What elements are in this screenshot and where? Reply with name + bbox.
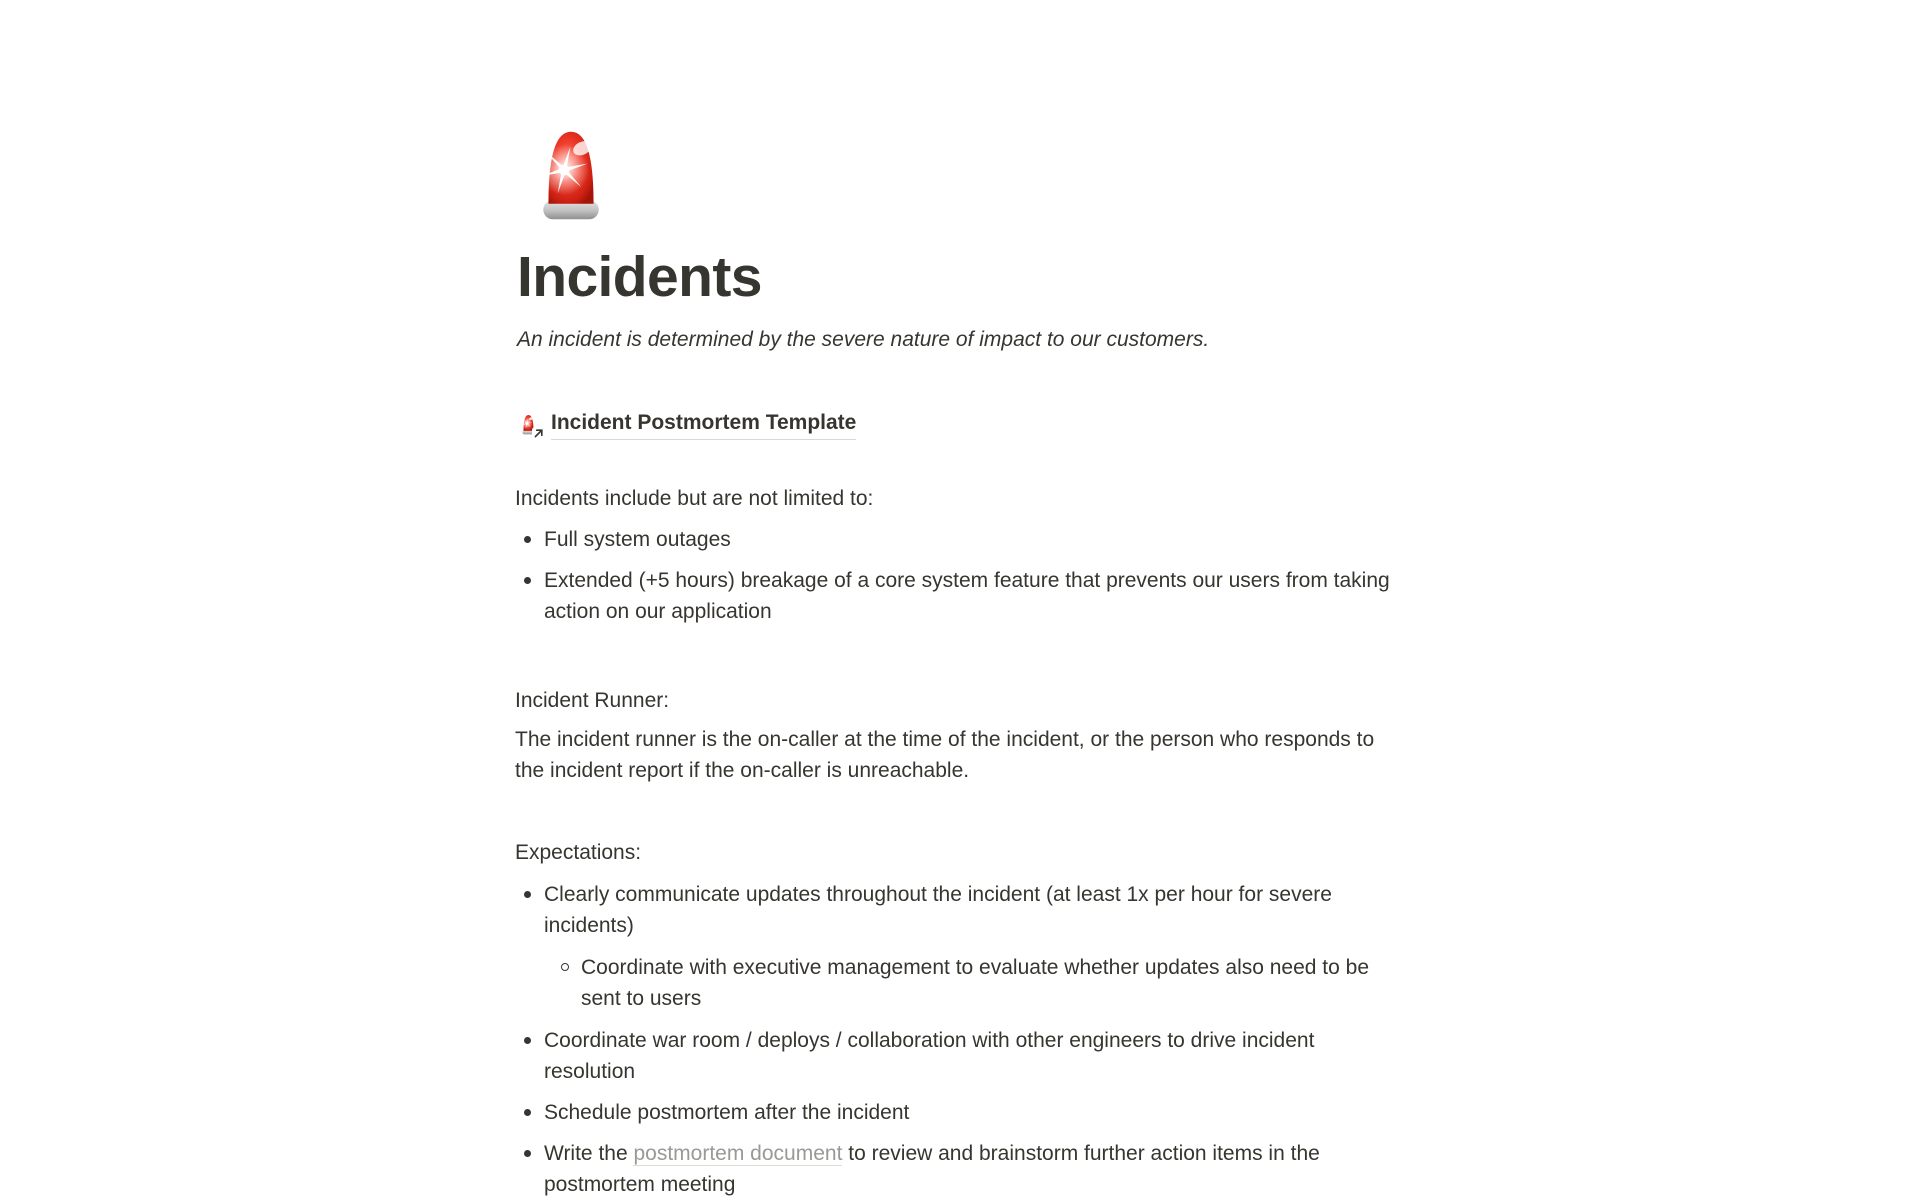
bullet-communicate-updates[interactable]: Clearly communicate updates throughout the incident (at least 1x per hour for severe incidents) — [544, 883, 1332, 937]
incident-runner-body[interactable]: The incident runner is the on-caller at the time of the incident, or the person who responds to the incident report if the on-caller is unreachable. — [515, 728, 1375, 782]
bullet-war-room[interactable]: Coordinate war room / deploys / collaboration with other engineers to drive incident resolution — [544, 1029, 1315, 1083]
list-item — [515, 879, 1405, 941]
page-subtitle[interactable]: An incident is determined by the severe nature of impact to our customers. — [517, 328, 1210, 351]
bullet-icon — [515, 1097, 544, 1128]
bullet-icon — [515, 1138, 544, 1200]
incident-postmortem-template-link[interactable] — [517, 407, 856, 443]
bullet-icon — [515, 524, 544, 555]
bullet-write-suffix: to review and brainstorm further action items in the postmortem meeting — [544, 1142, 1320, 1196]
bullet-coordinate-executive[interactable]: Coordinate with executive management to evaluate whether updates also need to be sent to users — [581, 956, 1370, 1010]
list-item — [515, 524, 1405, 555]
bullet-write-postmortem[interactable] — [544, 1138, 1405, 1200]
list-item — [515, 565, 1405, 627]
bullet-schedule-postmortem[interactable]: Schedule postmortem after the incident — [544, 1101, 910, 1124]
list-item — [515, 1097, 1405, 1128]
bullet-icon — [515, 565, 544, 627]
rotating-light-icon — [519, 112, 623, 233]
bullet-extended-breakage[interactable]: Extended (+5 hours) breakage of a core system feature that prevents our users from taking action on our application — [544, 569, 1390, 623]
rotating-light-page-icon — [517, 411, 540, 437]
incident-runner-heading[interactable]: Incident Runner: — [515, 689, 670, 712]
list-item — [515, 1025, 1405, 1087]
template-link-label: Incident Postmortem Template — [551, 407, 856, 440]
arrow-up-right-icon — [532, 427, 545, 440]
page-icon-rotating-light[interactable] — [519, 112, 623, 233]
postmortem-document-link[interactable]: postmortem document — [633, 1142, 843, 1165]
bullet-full-system-outages[interactable]: Full system outages — [544, 528, 731, 551]
list-item-nested — [552, 952, 1405, 1014]
notion-page — [515, 0, 1405, 1200]
list-item — [515, 1138, 1405, 1200]
bullet-write-prefix: Write the — [544, 1142, 634, 1165]
bullet-icon — [515, 1025, 544, 1087]
bullet-icon — [515, 879, 544, 941]
page-title[interactable]: Incidents — [517, 245, 762, 309]
expectations-heading[interactable]: Expectations: — [515, 841, 642, 864]
incidents-intro-text[interactable]: Incidents include but are not limited to: — [515, 487, 874, 510]
circle-bullet-icon — [552, 952, 581, 1014]
